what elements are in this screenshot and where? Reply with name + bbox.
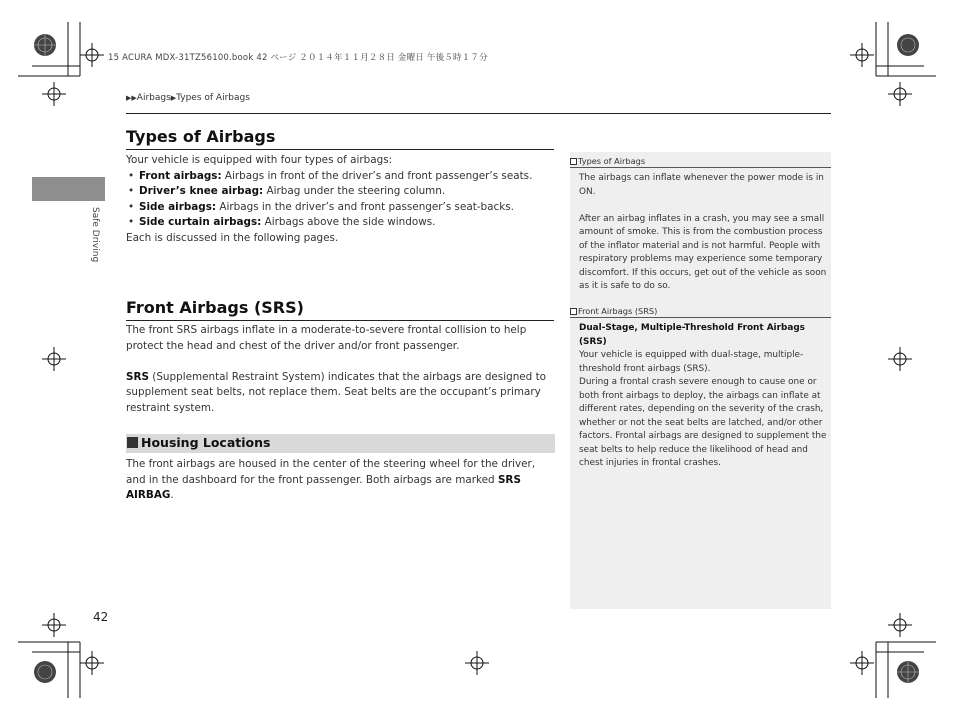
front-airbags-body — [126, 323, 556, 416]
chapter-tab — [32, 177, 105, 201]
chapter-label: Safe Driving — [90, 207, 100, 263]
front-airbags-para2: SRS (Supplemental Restraint System) indicates that the airbags are designed to supplement seat belts, not replace them. Seat belts are the occupant’s primary restraint system. — [126, 370, 547, 414]
section-title-front-airbags: Front Airbags (SRS) — [126, 298, 554, 321]
list-item: • Side curtain airbags: Airbags above the side windows. — [126, 215, 556, 231]
note-front-airbags: Dual-Stage, Multiple-Threshold Front Airbags (SRS) Your vehicle is equipped with dual-stage, multiple-threshold front airbags (SRS). During a frontal crash severe enough to cause one or both front airbags to deploy, the airbags can inflate at different rates, depending on the severity of the crash, whether or not the seat belts are latched, and/or other factors. Frontal airbags are designed to supplement the seat belts to help reduce the likelihood of head and chest injuries in frontal crashes. — [579, 323, 827, 468]
list-item: • Side airbags: Airbags in the driver’s and front passenger’s seat-backs. — [126, 200, 556, 216]
breadcrumb-separator-icon: ▶ — [170, 94, 177, 102]
breadcrumb — [126, 93, 250, 103]
square-bullet-icon — [127, 437, 138, 448]
types-intro: Your vehicle is equipped with four types of airbags: — [126, 154, 393, 166]
types-of-airbags-body — [126, 153, 556, 246]
list-item: • Front airbags: Airbags in front of the driver’s and front passenger’s seats. — [126, 169, 556, 185]
airbag-types-list — [126, 169, 556, 231]
note-reference-icon — [570, 158, 577, 165]
note-title-front-airbags: Front Airbags (SRS) — [570, 306, 831, 318]
housing-locations-body: The front airbags are housed in the center of the steering wheel for the driver, and in the dashboard for the front passenger. Both airbags are marked SRS AIRBAG. — [126, 458, 536, 501]
breadcrumb-item-airbags[interactable]: Airbags — [136, 93, 171, 103]
breadcrumb-item-types-of-airbags[interactable]: Types of Airbags — [176, 93, 250, 103]
subheading-housing-locations: Housing Locations — [141, 435, 271, 450]
breadcrumb-arrows-icon: ▶▶ — [126, 94, 137, 102]
print-header: 15 ACURA MDX-31TZ56100.book 42 ページ ２０１４年１１月２８日 金曜日 午後５時１７分 — [108, 53, 488, 63]
list-item: • Driver’s knee airbag: Airbag under the steering column. — [126, 184, 556, 200]
types-outro: Each is discussed in the following pages. — [126, 231, 339, 244]
section-title-types-of-airbags: Types of Airbags — [126, 127, 554, 150]
note-types-of-airbags: The airbags can inflate whenever the power mode is in ON. After an airbag inflates in a crash, you may see a small amount of smoke. This is from the combustion process of the inflator material and is not harmful. People with respiratory problems may experience some temporary discomfort. If this occurs, get out of the vehicle as soon as it is safe to do so. — [579, 173, 827, 291]
header-rule — [126, 113, 831, 114]
note-title-types-of-airbags: Types of Airbags — [570, 156, 831, 168]
page-number: 42 — [93, 610, 109, 624]
note-reference-icon — [570, 308, 577, 315]
front-airbags-para1: The front SRS airbags inflate in a moderate-to-severe frontal collision to help protect the head and chest of the driver and/or front passenger. — [126, 324, 527, 352]
